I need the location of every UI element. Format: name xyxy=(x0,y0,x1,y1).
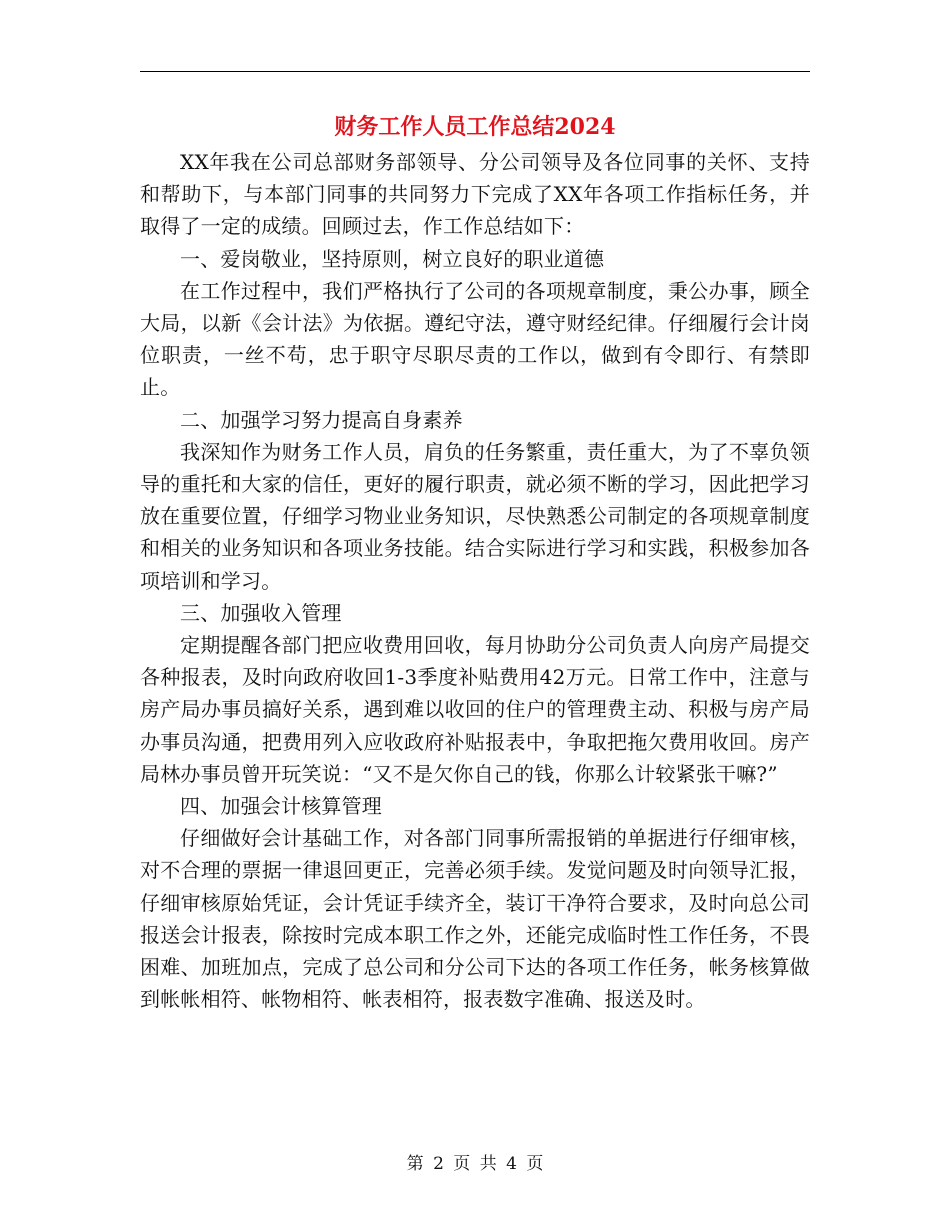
section-heading-3: 三、加强收入管理 xyxy=(180,600,342,625)
document-title: 财务工作人员工作总结2024 xyxy=(334,114,616,140)
section-heading-1: 一、爱岗敬业，坚持原则，树立良好的职业道德 xyxy=(180,246,605,271)
section-paragraph-4: 仔细做好会计基础工作，对各部门同事所需报销的单据进行仔细审核，对不合理的票据一律退回更正，完善必须手续。发觉问题及时向领导汇报，仔细审核原始凭证，会计凭证手续齐全，装订干净符合要求，及时向总公司报送会计报表，除按时完成本职工作之外，还能完成临时性工作任务，不畏困难、加班加点，完成了总公司和分公司下达的各项工作任务，帐务核算做到帐帐相符、帐物相符、帐表相符，报表数字准确、报送及时。 xyxy=(140,826,810,1012)
section-heading-2: 二、加强学习努力提高自身素养 xyxy=(180,407,463,432)
document-body xyxy=(140,146,810,1015)
page-number: 第 2 页 共 4 页 xyxy=(406,1154,544,1174)
header-rule xyxy=(140,71,810,72)
section-heading-4: 四、加强会计核算管理 xyxy=(180,794,382,819)
section-paragraph-2: 我深知作为财务工作人员，肩负的任务繁重，责任重大，为了不辜负领导的重托和大家的信任，更好的履行职责，就必须不断的学习，因此把学习放在重要位置，仔细学习物业业务知识，尽快熟悉公司制定的各项规章制度和相关的业务知识和各项业务技能。结合实际进行学习和实践，积极参加各项培训和学习。 xyxy=(140,439,810,593)
intro-paragraph: XX年我在公司总部财务部领导、分公司领导及各位同事的关怀、支持和帮助下，与本部门同事的共同努力下完成了XX年各项工作指标任务，并取得了一定的成绩。回顾过去，作工作总结如下： xyxy=(140,150,810,239)
section-paragraph-3: 定期提醒各部门把应收费用回收，每月协助分公司负责人向房产局提交各种报表，及时向政府收回1-3季度补贴费用42万元。日常工作中，注意与房产局办事员搞好关系，遇到难以收回的住户的管理费主动、积极与房产局办事员沟通，把费用列入应收政府补贴报表中，争取把拖欠费用收回。房产局林办事员曾开玩笑说：“又不是欠你自己的钱，你那么计较紧张干嘛?” xyxy=(140,633,810,786)
section-paragraph-1: 在工作过程中，我们严格执行了公司的各项规章制度，秉公办事，顾全大局，以新《会计法》为依据。遵纪守法，遵守财经纪律。仔细履行会计岗位职责，一丝不苟，忠于职守尽职尽责的工作以，做到有令即行、有禁即止。 xyxy=(140,278,810,400)
